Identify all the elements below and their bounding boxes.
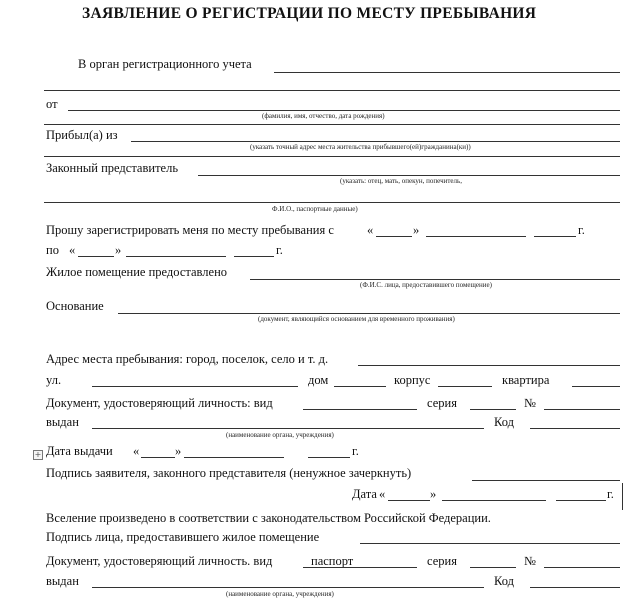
id-document-label: Документ, удостоверяющий личность: вид [46, 396, 273, 410]
building-label: корпус [394, 373, 431, 387]
date-from-close-quote: » [413, 223, 420, 237]
from-label: от [46, 97, 58, 111]
provider-number-field[interactable] [544, 567, 620, 568]
issue-date-year-field[interactable] [308, 457, 350, 458]
arrived-field[interactable] [131, 141, 620, 142]
sign-date-month-field[interactable] [442, 500, 546, 501]
provider-signature-field[interactable] [360, 543, 620, 544]
street-field[interactable] [92, 386, 298, 387]
house-label: дом [308, 373, 329, 387]
provider-series-label: серия [427, 554, 457, 568]
provider-id-document-type-field[interactable] [303, 567, 417, 568]
premises-hint: (Ф.И.С. лица, предоставившего помещение) [360, 281, 492, 289]
issued-by-field[interactable] [92, 428, 484, 429]
series-label: серия [427, 396, 457, 410]
page-title: ЗАЯВЛЕНИЕ О РЕГИСТРАЦИИ ПО МЕСТУ ПРЕБЫВАНИЯ [82, 5, 537, 22]
provider-issued-label: выдан [46, 574, 79, 588]
from-field[interactable] [68, 110, 620, 111]
move-anchor-icon[interactable]: + [34, 450, 42, 459]
representative-label: Законный представитель [46, 161, 179, 175]
sign-date-year-field[interactable] [556, 500, 606, 501]
authority-field[interactable] [274, 72, 620, 73]
date-to-close-quote: » [115, 243, 122, 257]
date-to-year-suffix: г. [276, 243, 283, 257]
issued-label: выдан [46, 415, 79, 429]
arrived-field-line-2[interactable] [44, 156, 620, 157]
date-to-year-field[interactable] [234, 256, 274, 257]
arrived-label: Прибыл(а) из [46, 128, 118, 142]
number-label: № [524, 396, 536, 410]
date-label: Дата [352, 487, 377, 501]
text-cursor [622, 483, 623, 510]
sign-date-year-suffix: г. [607, 487, 614, 501]
premises-label: Жилое помещение предоставлено [46, 265, 228, 279]
issue-date-day-field[interactable] [141, 457, 175, 458]
date-from-month-field[interactable] [426, 236, 526, 237]
address-field[interactable] [358, 365, 620, 366]
provider-issued-by-field[interactable] [92, 587, 484, 588]
register-request-text: Прошу зарегистрировать меня по месту пребывания с [46, 223, 334, 237]
provider-code-field[interactable] [530, 587, 620, 588]
provider-number-label: № [524, 554, 536, 568]
provider-signature-label: Подпись лица, предоставившего жилое помещение [46, 530, 320, 544]
representative-hint-2: Ф.И.О., паспортные данные) [272, 205, 358, 213]
series-field[interactable] [470, 409, 516, 410]
arrived-hint: (указать точный адрес места жительства прибывшего(ей)гражданина(ки)) [250, 143, 471, 151]
authority-field-line-2[interactable] [44, 90, 620, 91]
date-from-year-field[interactable] [534, 236, 576, 237]
provider-id-document-type-value: паспорт [311, 554, 354, 568]
code-field[interactable] [530, 428, 620, 429]
issued-hint: (наименование органа, учреждения) [226, 431, 334, 439]
address-label: Адрес места пребывания: город, поселок, село и т. д. [46, 352, 329, 366]
representative-field-line-2[interactable] [44, 202, 620, 203]
premises-field[interactable] [250, 279, 620, 280]
date-to-day-field[interactable] [78, 256, 114, 257]
basis-label: Основание [46, 299, 104, 313]
from-field-line-2[interactable] [44, 124, 620, 125]
applicant-signature-field[interactable] [472, 480, 620, 481]
representative-field[interactable] [198, 175, 620, 176]
number-field[interactable] [544, 409, 620, 410]
provider-code-label: Код [494, 574, 514, 588]
code-label: Код [494, 415, 514, 429]
apartment-label: квартира [502, 373, 550, 387]
to-authority-label: В орган регистрационного учета [78, 57, 252, 71]
from-hint: (фамилия, имя, отчество, дата рождения) [262, 112, 385, 120]
issue-date-open-quote: « [133, 444, 140, 458]
issue-date-year-suffix: г. [352, 444, 359, 458]
date-to-month-field[interactable] [126, 256, 226, 257]
building-field[interactable] [438, 386, 492, 387]
provider-issued-hint: (наименование органа, учреждения) [226, 590, 334, 598]
date-from-open-quote: « [367, 223, 374, 237]
sign-date-close-quote: » [430, 487, 437, 501]
date-from-year-suffix: г. [578, 223, 585, 237]
provider-series-field[interactable] [470, 567, 516, 568]
provider-id-document-label: Документ, удостоверяющий личность. вид [46, 554, 273, 568]
issue-date-month-field[interactable] [184, 457, 284, 458]
basis-field[interactable] [118, 313, 620, 314]
applicant-signature-label: Подпись заявителя, законного представителя (ненужное зачеркнуть) [46, 466, 412, 480]
id-document-type-field[interactable] [303, 409, 417, 410]
move-in-statement: Вселение произведено в соответствии с законодательством Российской Федерации. [46, 511, 491, 525]
street-label: ул. [46, 373, 62, 387]
issue-date-close-quote: » [175, 444, 182, 458]
date-to-open-quote: « [69, 243, 76, 257]
representative-hint: (указать: отец, мать, опекун, попечитель, [340, 177, 462, 185]
date-from-day-field[interactable] [376, 236, 412, 237]
apartment-field[interactable] [572, 386, 620, 387]
issue-date-label: Дата выдачи [46, 444, 113, 458]
sign-date-open-quote: « [379, 487, 386, 501]
until-label: по [46, 243, 59, 257]
basis-hint: (документ, являющийся основанием для временного проживания) [258, 315, 455, 323]
sign-date-day-field[interactable] [388, 500, 430, 501]
house-field[interactable] [334, 386, 386, 387]
